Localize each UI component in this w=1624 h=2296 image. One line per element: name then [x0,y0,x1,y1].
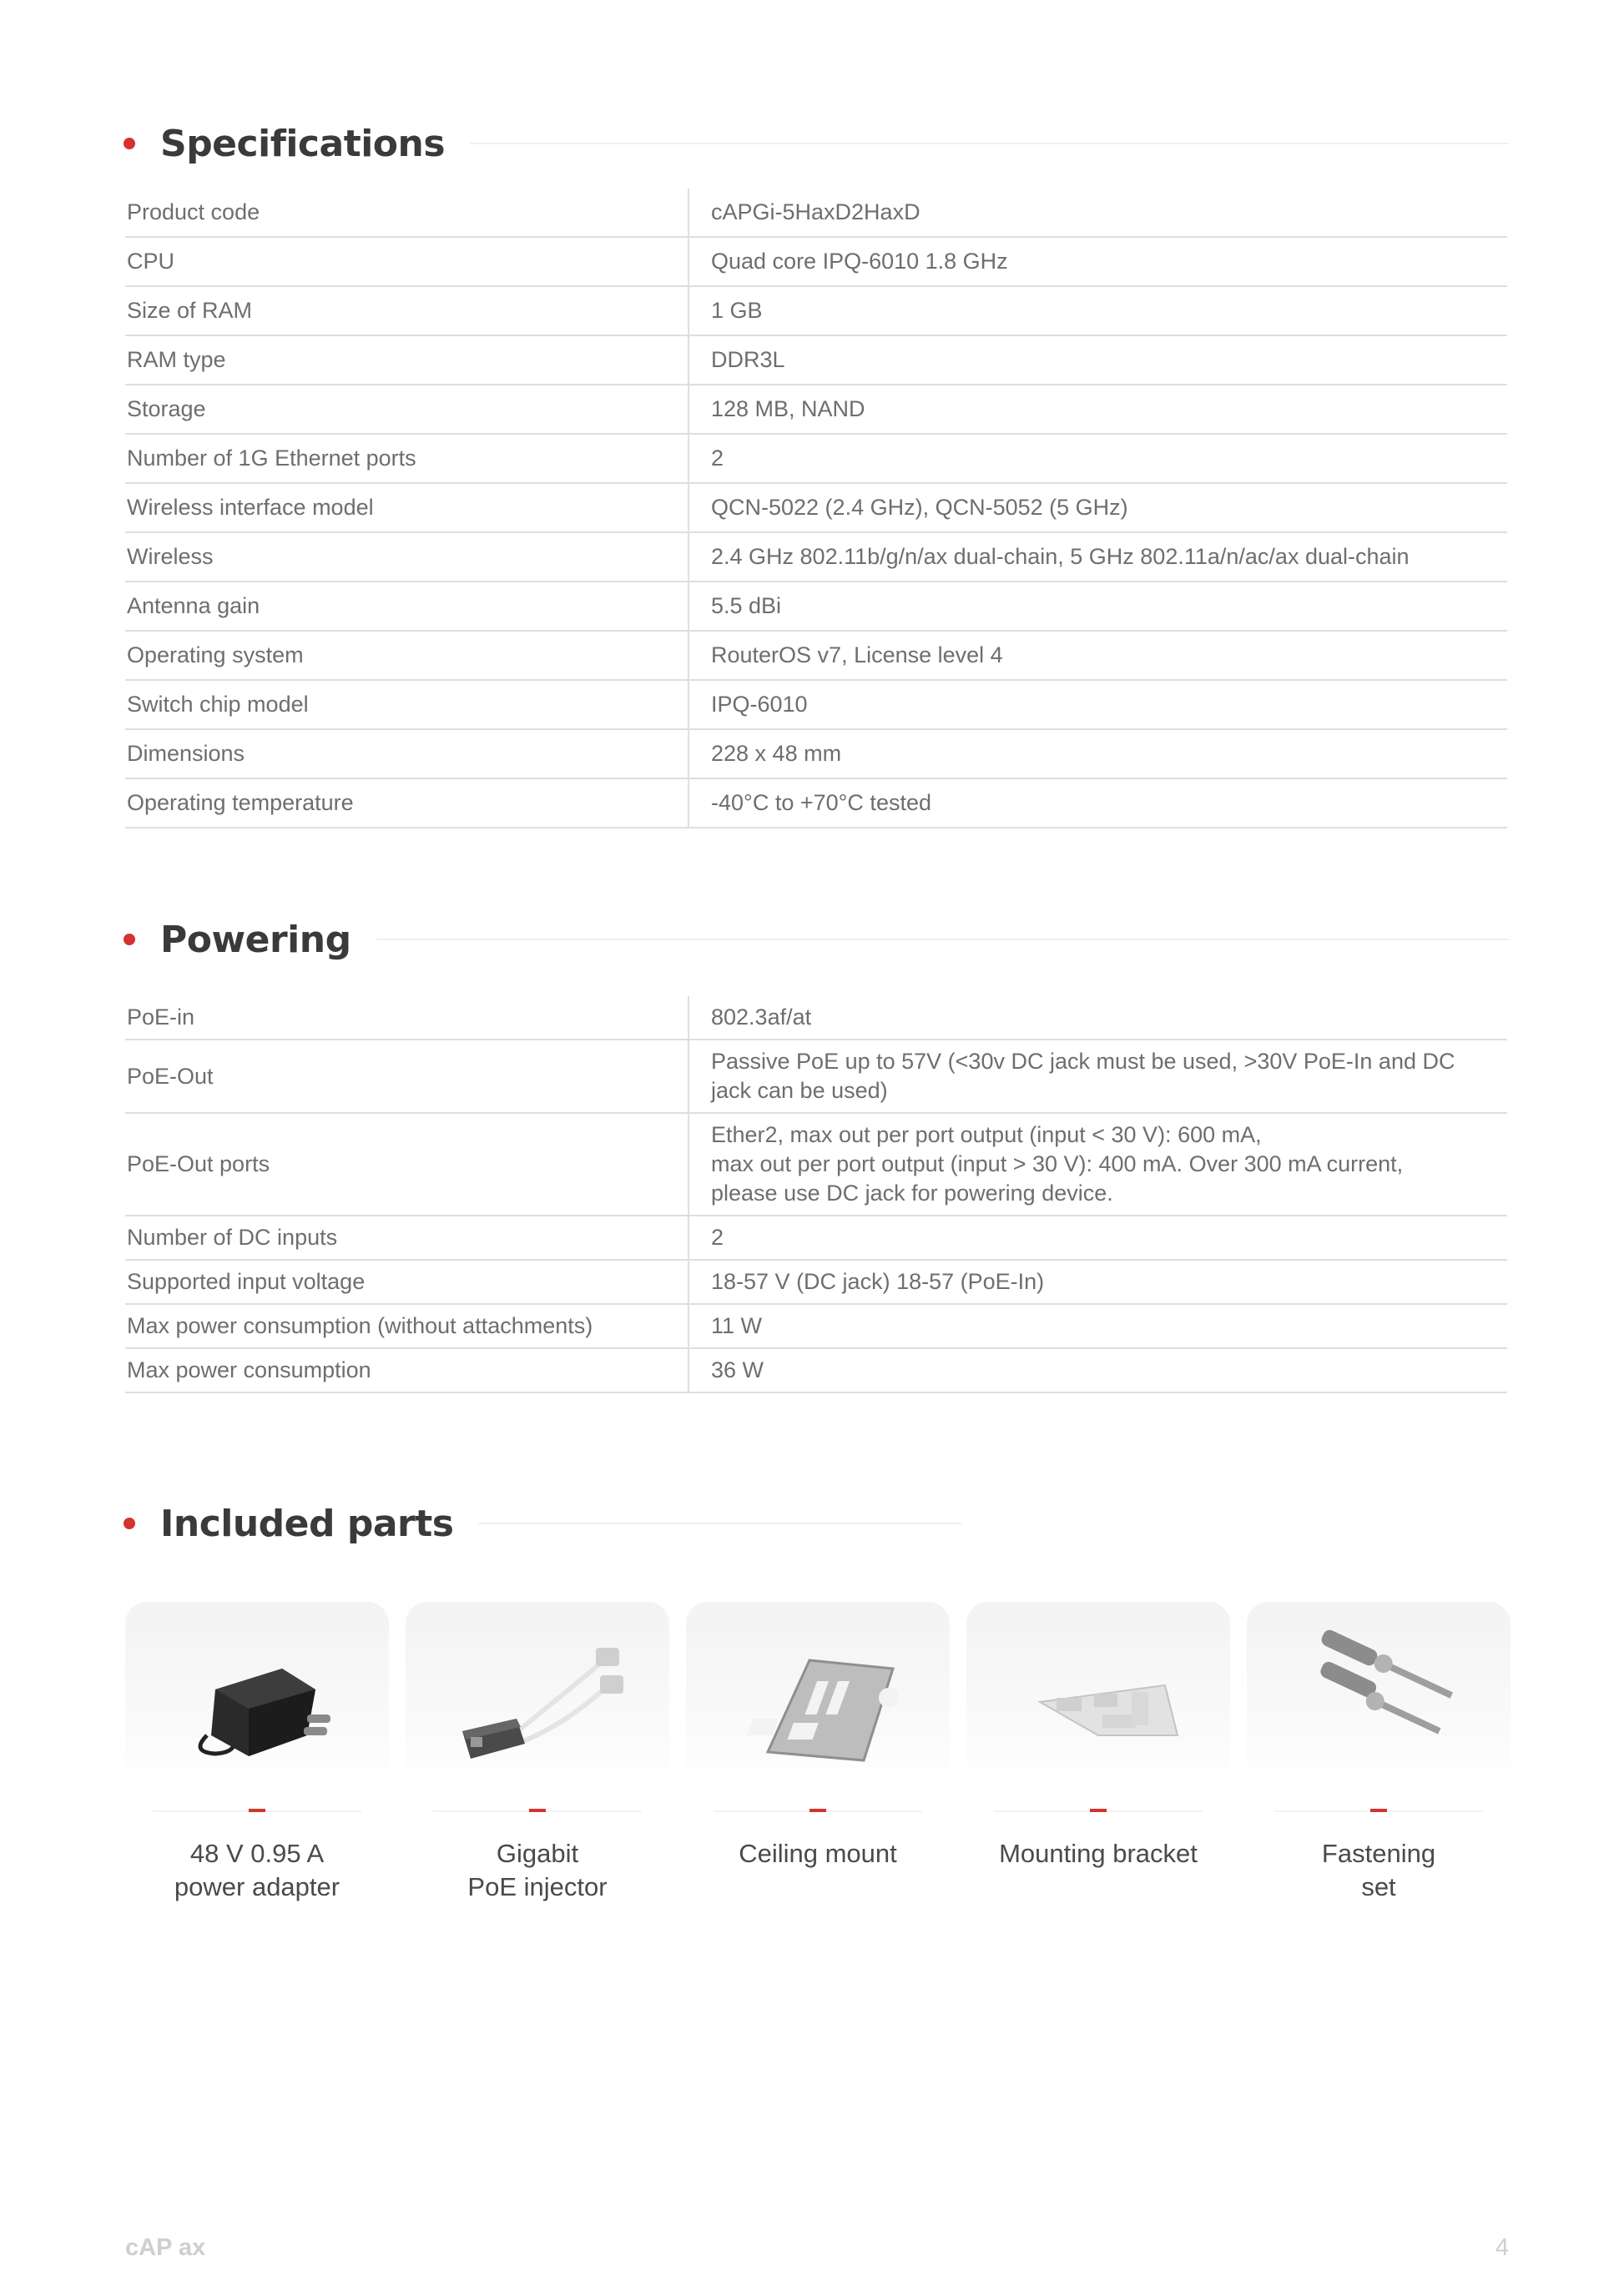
table-row [125,1304,1507,1348]
part-image-card [1247,1602,1511,1785]
part-ceiling-mount [686,1602,950,1904]
spec-key: PoE-Out [125,1040,688,1113]
part-label: Fastening set [1321,1839,1436,1901]
included-parts-list [125,1602,1511,1904]
part-mounting-bracket [966,1602,1230,1904]
specifications-header [124,118,1509,169]
specifications-table [125,189,1507,828]
table-row [125,582,1507,631]
spec-key: Supported input voltage [125,1260,688,1304]
spec-value: 802.3af/at [688,996,1507,1040]
bullet-dot-icon [124,934,135,945]
part-label: Ceiling mount [739,1839,897,1868]
part-image-card [966,1602,1230,1785]
page-number: 4 [1495,2234,1509,2261]
spec-key: Size of RAM [125,286,688,335]
table-row [125,996,1507,1040]
spec-value: 128 MB, NAND [688,385,1507,434]
table-row [125,778,1507,828]
poe-injector-icon [437,1610,638,1777]
table-row [125,680,1507,729]
part-fastening-set [1247,1602,1511,1904]
spec-value: QCN-5022 (2.4 GHz), QCN-5052 (5 GHz) [688,483,1507,532]
part-separator [994,1810,1203,1812]
mounting-bracket-icon [998,1610,1198,1777]
part-separator [1274,1810,1483,1812]
footer-product-name: cAP ax [125,2234,206,2261]
spec-value: Ether2, max out per port output (input < 30 V): 600 mA, max out per port output (input > 30 V): 400 mA. Over 300 mA current, please use DC jack for powering device. [688,1113,1507,1216]
bullet-dot-icon [124,1518,135,1529]
spec-key: Wireless [125,532,688,582]
section-title-included-parts: Included parts [160,1502,454,1545]
ceiling-mount-icon [718,1610,918,1777]
section-title-powering: Powering [160,918,351,961]
spec-key: Number of 1G Ethernet ports [125,434,688,483]
spec-value: 228 x 48 mm [688,729,1507,778]
table-row [125,631,1507,680]
table-row [125,434,1507,483]
table-row [125,1113,1507,1216]
spec-value: RouterOS v7, License level 4 [688,631,1507,680]
spec-value: 5.5 dBi [688,582,1507,631]
spec-key: Number of DC inputs [125,1216,688,1260]
power-adapter-icon [157,1610,357,1777]
spec-value: 2.4 GHz 802.11b/g/n/ax dual-chain, 5 GHz 802.11a/n/ac/ax dual-chain [688,532,1507,582]
part-image-card [125,1602,389,1785]
spec-key: PoE-Out ports [125,1113,688,1216]
part-label: Gigabit PoE injector [467,1839,608,1901]
spec-key: Antenna gain [125,582,688,631]
powering-table [125,996,1507,1393]
section-divider [470,143,1509,144]
section-divider [376,939,1509,940]
part-label: Mounting bracket [999,1839,1198,1868]
section-divider [478,1523,962,1524]
fastening-set-icon [1279,1610,1479,1777]
part-image-card [406,1602,669,1785]
section-title-specifications: Specifications [160,122,446,165]
spec-key: Product code [125,189,688,237]
spec-value: Passive PoE up to 57V (<30v DC jack must be used, >30V PoE-In and DC jack can be used) [688,1040,1507,1113]
spec-key: Switch chip model [125,680,688,729]
part-separator [433,1810,642,1812]
part-power-adapter [125,1602,389,1904]
part-separator [153,1810,361,1812]
spec-value: Quad core IPQ-6010 1.8 GHz [688,237,1507,286]
spec-value: 2 [688,434,1507,483]
table-row [125,385,1507,434]
table-row [125,1216,1507,1260]
table-row [125,335,1507,385]
spec-key: Dimensions [125,729,688,778]
spec-value: 18-57 V (DC jack) 18-57 (PoE-In) [688,1260,1507,1304]
spec-value: cAPGi-5HaxD2HaxD [688,189,1507,237]
spec-value: 36 W [688,1348,1507,1392]
spec-key: Operating system [125,631,688,680]
spec-key: Max power consumption [125,1348,688,1392]
table-row [125,237,1507,286]
spec-value: 11 W [688,1304,1507,1348]
spec-key: Operating temperature [125,778,688,828]
part-image-card [686,1602,950,1785]
spec-key: Wireless interface model [125,483,688,532]
spec-value: DDR3L [688,335,1507,385]
included-parts-header [124,1498,1509,1548]
spec-key: Storage [125,385,688,434]
spec-key: RAM type [125,335,688,385]
table-row [125,286,1507,335]
table-row [125,189,1507,237]
table-row [125,1260,1507,1304]
spec-value: 1 GB [688,286,1507,335]
part-label: 48 V 0.95 A power adapter [174,1839,340,1901]
table-row [125,483,1507,532]
spec-value: -40°C to +70°C tested [688,778,1507,828]
part-poe-injector [406,1602,669,1904]
part-separator [714,1810,922,1812]
spec-key: Max power consumption (without attachments) [125,1304,688,1348]
spec-value: 2 [688,1216,1507,1260]
table-row [125,532,1507,582]
table-row [125,1040,1507,1113]
spec-key: CPU [125,237,688,286]
powering-header [124,914,1509,964]
bullet-dot-icon [124,138,135,149]
table-row [125,1348,1507,1392]
spec-key: PoE-in [125,996,688,1040]
spec-value: IPQ-6010 [688,680,1507,729]
table-row [125,729,1507,778]
